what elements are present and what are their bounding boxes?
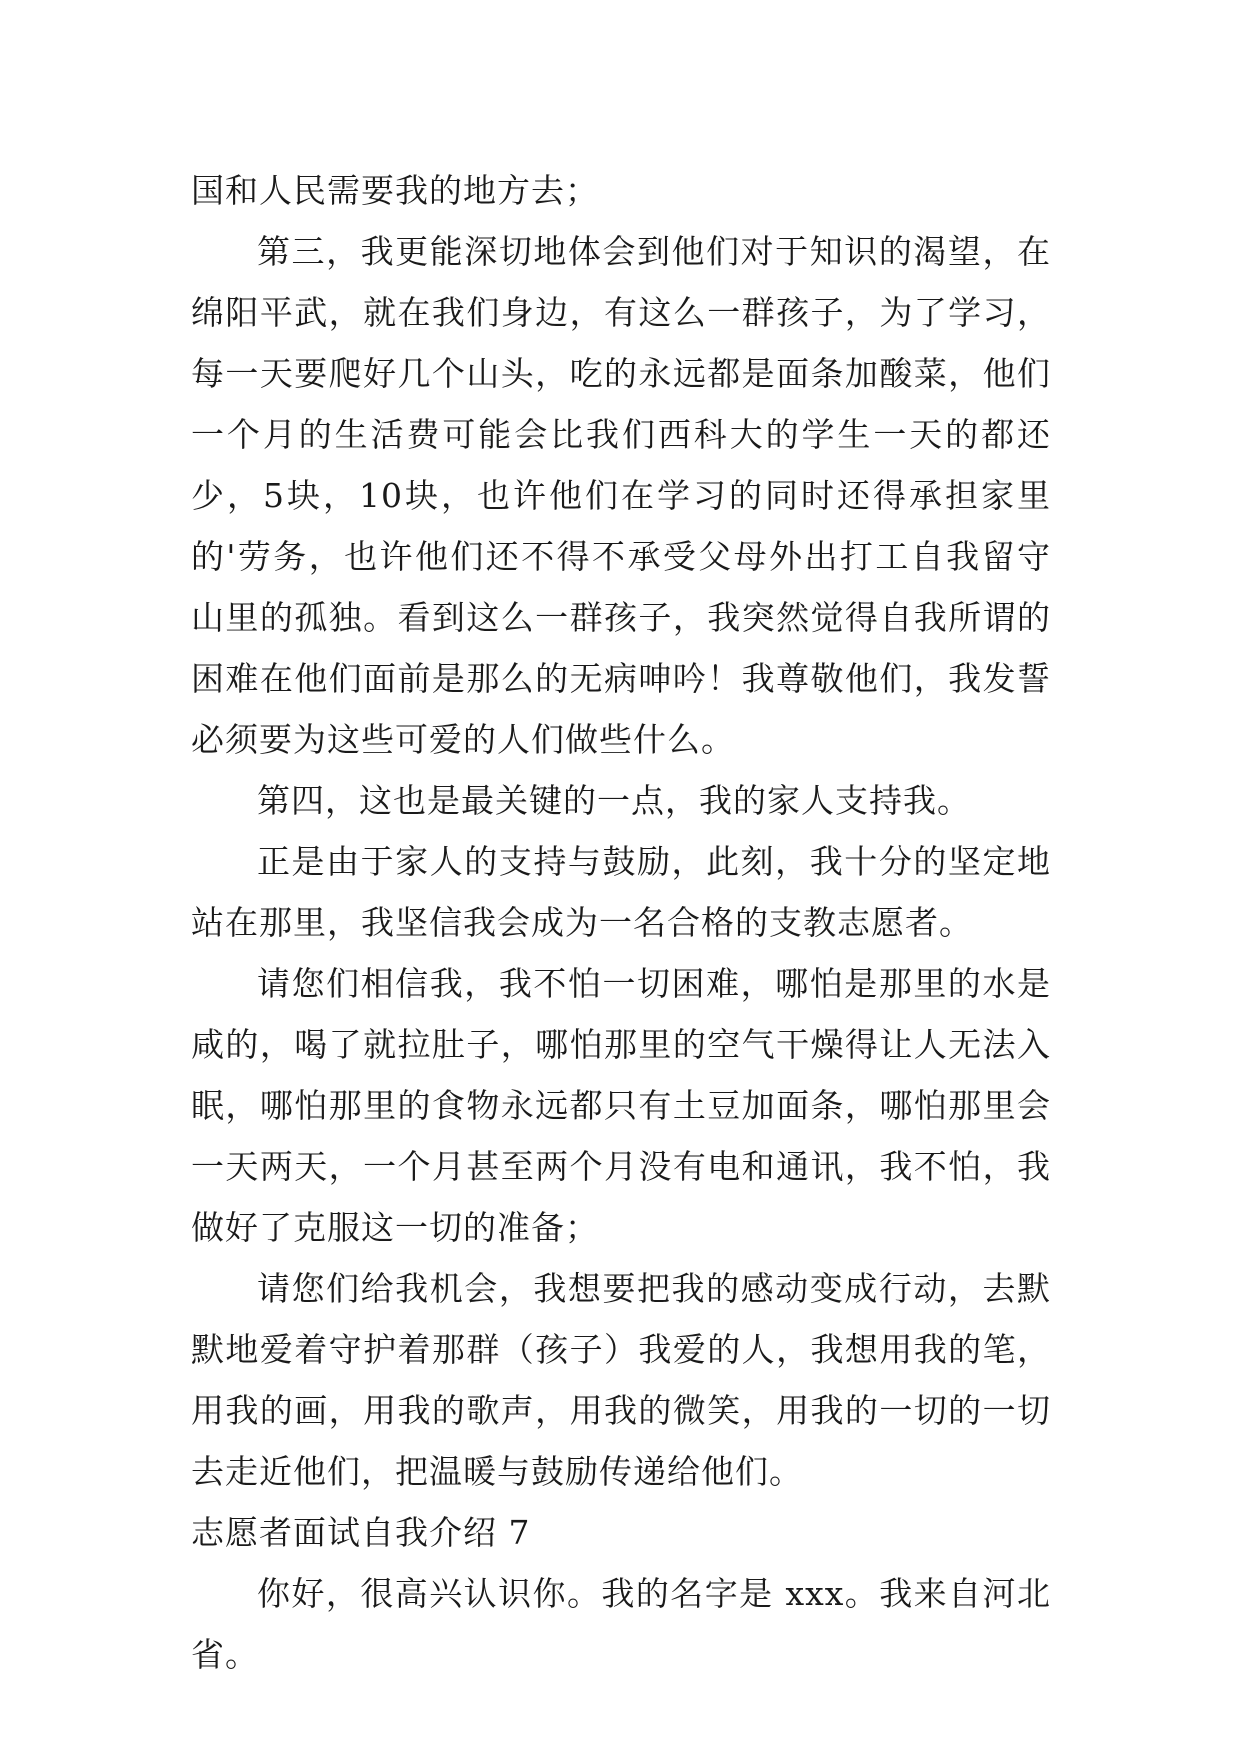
- paragraph-family-support: 正是由于家人的支持与鼓励，此刻，我十分的坚定地站在那里，我坚信我会成为一名合格的支教志愿者。: [191, 842, 1051, 942]
- paragraph-greeting: 你好，很高兴认识你。我的名字是 xxx。我来自河北省。: [191, 1574, 1051, 1674]
- paragraph-believe-me: 请您们相信我，我不怕一切困难，哪怕是那里的水是咸的，喝了就拉肚子，哪怕那里的空气干燥得让人无法入眠，哪怕那里的食物永远都只有土豆加面条，哪怕那里会一天两天，一个月甚至两个月没有电和通讯，我不怕，我做好了克服这一切的准备；: [191, 964, 1051, 1247]
- paragraph-third-reason: 第三，我更能深切地体会到他们对于知识的渴望，在绵阳平武，就在我们身边，有这么一群孩子，为了学习，每一天要爬好几个山头，吃的永远都是面条加酸菜，他们一个月的生活费可能会比我们西科大的学生一天的都还少，5块，10块，也许他们在学习的同时还得承担家里的'劳务，也许他们还不得不承受父母外出打工自我留守山里的孤独。看到这么一群孩子，我突然觉得自我所谓的困难在他们面前是那么的无病呻吟！我尊敬他们，我发誓必须要为这些可爱的人们做些什么。: [191, 232, 1051, 759]
- document-body: [191, 160, 1051, 1685]
- paragraph-fourth-reason: 第四，这也是最关键的一点，我的家人支持我。: [257, 781, 971, 820]
- paragraph-continuation: 国和人民需要我的地方去；: [191, 171, 599, 210]
- section-heading: 志愿者面试自我介绍 7: [191, 1513, 531, 1552]
- paragraph-give-me-chance: 请您们给我机会，我想要把我的感动变成行动，去默默地爱着守护着那群（孩子）我爱的人，我想用我的笔，用我的画，用我的歌声，用我的微笑，用我的一切的一切去走近他们，把温暖与鼓励传递给他们。: [191, 1269, 1051, 1491]
